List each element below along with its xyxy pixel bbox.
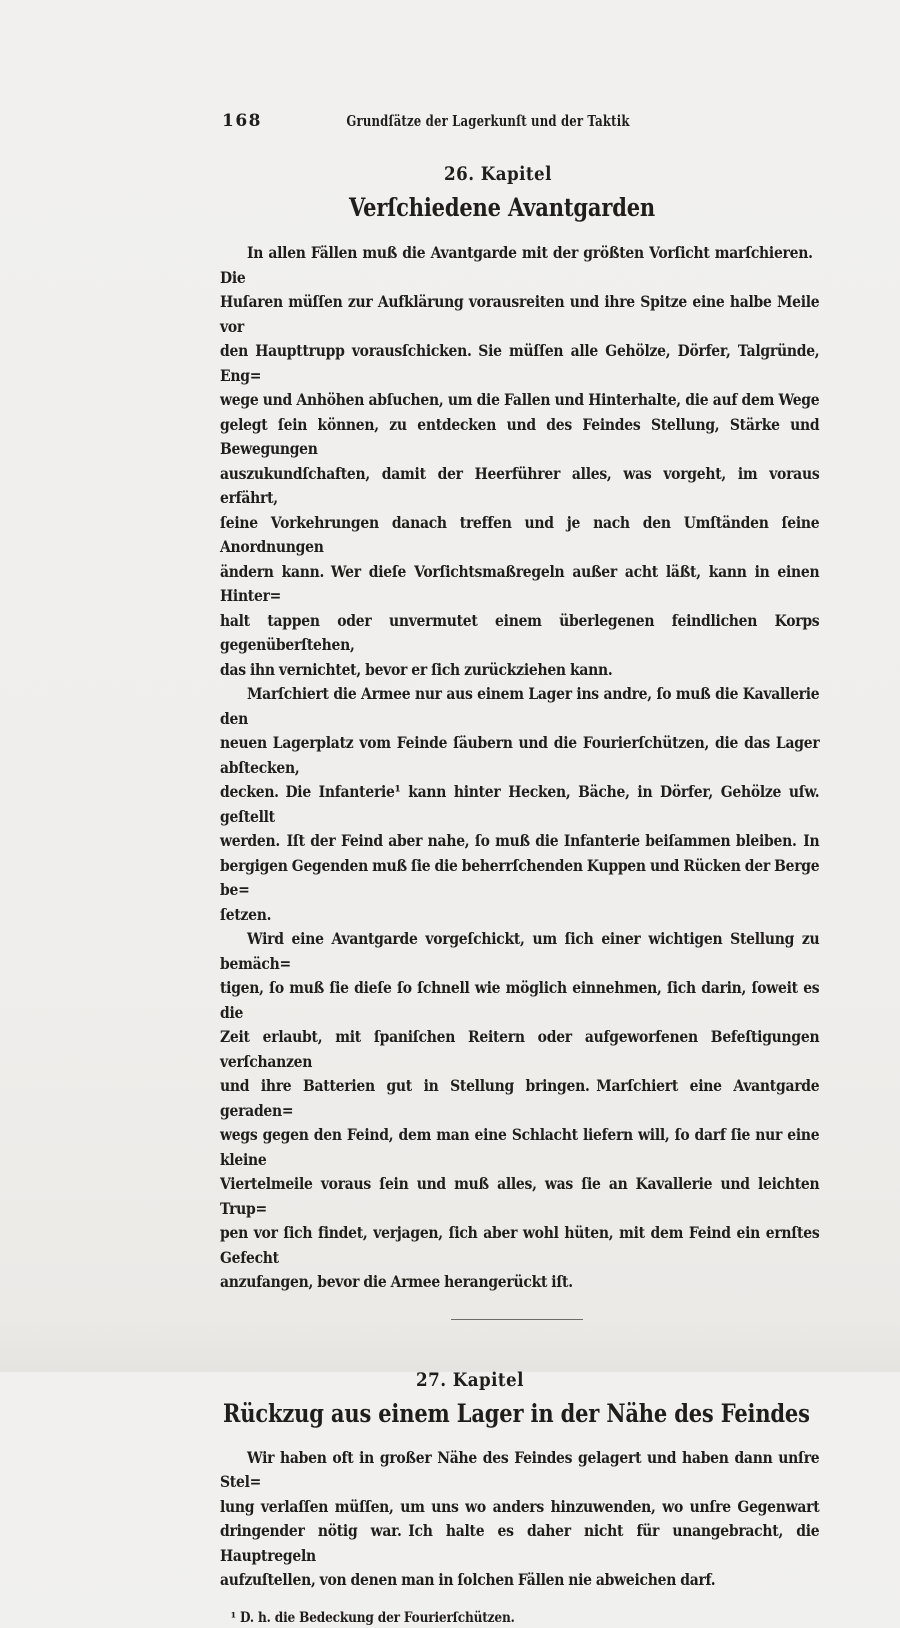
chapter-number-heading: 26. Kapitel — [444, 163, 552, 185]
text-line: wegs gegen den Feind, dem man eine Schlacht liefern will, ſo darf ſie nur eine kleine — [220, 1125, 820, 1169]
text-line: das ihn vernichtet, bevor er ſich zurückziehen kann. — [220, 659, 613, 679]
text-line: wege und Anhöhen abſuchen, um die Fallen und Hinterhalte, die auf dem Wege — [220, 390, 820, 409]
paragraph — [220, 1446, 819, 1593]
section-divider — [451, 1319, 583, 1320]
text-line: dringender nötig war. Ich halte es daher nicht für unangebracht, die Hauptregeln — [220, 1521, 820, 1565]
text-line: bergigen Gegenden muß ſie die beherrſchenden Kuppen und Rücken der Berge be= — [220, 855, 820, 899]
text-line: gelegt ſein können, zu entdecken und des Feindes Stellung, Stärke und Bewegungen — [220, 414, 820, 458]
chapter-title: Rückzug aus einem Lager in der Nähe des Feindes — [223, 1398, 810, 1428]
chapter-title: Verſchiedene Avantgarden — [348, 193, 656, 222]
text-line: und ihre Batterien gut in Stellung bringen. Marſchiert eine Avantgarde geraden= — [220, 1076, 820, 1120]
text-line: ändern kann. Wer dieſe Vorſichtsmaßregeln außer acht läßt, kann in einen Hinter= — [220, 561, 820, 605]
text-line: tigen, ſo muß ſie dieſe ſo ſchnell wie möglich einnehmen, ſich darin, ſoweit es die — [220, 978, 820, 1022]
text-line: ſetzen. — [220, 904, 272, 924]
text-line: den Haupttrupp vorausſchicken. Sie müſſen alle Gehölze, Dörfer, Talgründe, Eng= — [220, 341, 820, 385]
text-line: Huſaren müſſen zur Aufklärung vorausreiten und ihre Spitze eine halbe Meile vor — [220, 292, 820, 336]
text-line: anzufangen, bevor die Armee herangerückt iſt. — [220, 1272, 573, 1291]
page — [220, 0, 820, 1628]
footnote: ¹ D. h. die Bedeckung der Fourierſchützen. — [230, 1609, 515, 1626]
text-line: Marſchiert die Armee nur aus einem Lager ins andre, ſo muß die Kavallerie den — [220, 684, 820, 728]
text-line: werden. Iſt der Feind aber nahe, ſo muß die Infanterie beiſammen bleiben. In — [220, 831, 820, 850]
text-line: pen vor ſich findet, verjagen, ſich aber wohl hüten, mit dem Feind ein ernſtes Gefecht — [220, 1223, 820, 1267]
text-line: ſeine Vorkehrungen danach treffen und je nach den Umſtänden ſeine Anordnungen — [220, 512, 820, 556]
text-line: Wir haben oft in großer Nähe des Feindes gelagert und haben dann unſre Stel= — [220, 1447, 820, 1491]
text-line: neuen Lagerplatz vom Feinde ſäubern und die Fourierſchützen, die das Lager abſtecken, — [220, 733, 820, 777]
chapter-27-section — [220, 1368, 820, 1593]
paragraph — [220, 241, 819, 682]
text-line: In allen Fällen muß die Avantgarde mit der größten Vorſicht marſchieren. Die — [220, 243, 820, 287]
text-line: aufzuſtellen, von denen man in ſolchen Fällen nie abweichen darf. — [220, 1570, 716, 1589]
page-header — [220, 111, 820, 131]
paragraph — [220, 682, 819, 927]
text-line: Viertelmeile voraus ſein und muß alles, was ſie an Kavallerie und leichten Trup= — [220, 1174, 820, 1218]
chapter-26-section — [220, 162, 820, 1295]
text-line: decken. Die Infanterie¹ kann hinter Hecken, Bäche, in Dörfer, Gehölze uſw. geſtellt — [220, 782, 820, 826]
text-line: auszukundſchaften, damit der Heerführer alles, was vorgeht, im voraus erfährt, — [220, 463, 820, 507]
chapter-number-heading: 27. Kapitel — [416, 1368, 524, 1391]
running-title: Grundſätze der Lagerkunſt und der Taktik — [346, 112, 630, 130]
text-line: lung verlaſſen müſſen, um uns wo anders hinzuwenden, wo unſre Gegenwart — [220, 1496, 820, 1516]
text-line: halt tappen oder unvermutet einem überlegenen feindlichen Korps gegenüberſtehen, — [220, 610, 820, 654]
text-line: Zeit erlaubt, mit ſpaniſchen Reitern oder aufgeworfenen Befeſtigungen verſchanzen — [220, 1027, 820, 1071]
paragraph — [220, 927, 819, 1295]
text-line: Wird eine Avantgarde vorgeſchickt, um ſich einer wichtigen Stellung zu bemäch= — [220, 929, 820, 973]
page-number: 168 — [222, 111, 262, 131]
